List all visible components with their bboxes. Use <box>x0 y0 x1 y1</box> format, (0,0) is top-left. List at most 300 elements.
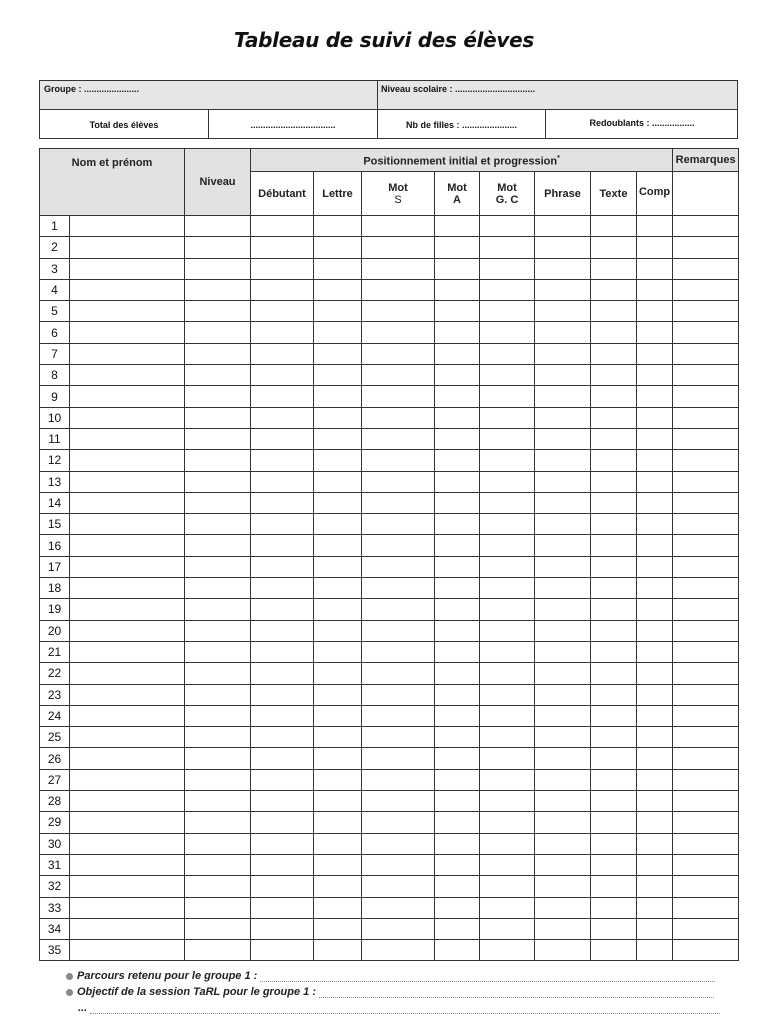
table-cell[interactable] <box>185 684 251 705</box>
table-cell[interactable] <box>185 535 251 556</box>
table-cell[interactable] <box>362 897 435 918</box>
table-cell[interactable] <box>591 407 637 428</box>
table-cell[interactable] <box>673 876 739 897</box>
table-cell[interactable] <box>535 940 591 961</box>
table-cell[interactable] <box>185 812 251 833</box>
table-cell[interactable] <box>673 471 739 492</box>
table-cell[interactable] <box>314 556 362 577</box>
table-cell[interactable] <box>480 450 535 471</box>
table-cell[interactable] <box>251 322 314 343</box>
table-cell[interactable] <box>362 620 435 641</box>
table-cell[interactable] <box>673 237 739 258</box>
table-cell[interactable] <box>314 812 362 833</box>
table-cell[interactable] <box>673 407 739 428</box>
table-cell[interactable] <box>251 343 314 364</box>
table-cell[interactable] <box>362 301 435 322</box>
table-cell[interactable] <box>251 407 314 428</box>
table-cell[interactable] <box>591 876 637 897</box>
table-cell[interactable] <box>251 684 314 705</box>
table-cell[interactable] <box>480 322 535 343</box>
table-cell[interactable] <box>251 471 314 492</box>
table-cell[interactable] <box>535 812 591 833</box>
redoublants-field[interactable]: Redoublants : ................. <box>589 118 695 128</box>
table-cell[interactable] <box>435 876 480 897</box>
table-cell[interactable] <box>70 279 185 300</box>
table-cell[interactable] <box>673 386 739 407</box>
table-cell[interactable] <box>314 897 362 918</box>
table-cell[interactable] <box>185 365 251 386</box>
table-cell[interactable] <box>314 620 362 641</box>
table-cell[interactable] <box>673 450 739 471</box>
table-cell[interactable] <box>435 279 480 300</box>
continuation-blank[interactable] <box>90 1005 720 1014</box>
table-cell[interactable] <box>362 918 435 939</box>
table-cell[interactable] <box>362 812 435 833</box>
table-cell[interactable] <box>435 258 480 279</box>
table-cell[interactable] <box>535 769 591 790</box>
table-cell[interactable] <box>435 343 480 364</box>
table-cell[interactable] <box>480 620 535 641</box>
table-cell[interactable] <box>362 471 435 492</box>
table-cell[interactable] <box>435 620 480 641</box>
table-cell[interactable] <box>480 940 535 961</box>
table-cell[interactable] <box>535 918 591 939</box>
table-cell[interactable] <box>480 343 535 364</box>
table-cell[interactable] <box>637 471 673 492</box>
table-cell[interactable] <box>251 641 314 662</box>
table-cell[interactable] <box>314 578 362 599</box>
table-cell[interactable] <box>435 514 480 535</box>
table-cell[interactable] <box>673 833 739 854</box>
table-cell[interactable] <box>435 854 480 875</box>
table-cell[interactable] <box>362 940 435 961</box>
table-cell[interactable] <box>314 428 362 449</box>
table-cell[interactable] <box>673 727 739 748</box>
table-cell[interactable] <box>435 301 480 322</box>
table-cell[interactable] <box>251 599 314 620</box>
table-cell[interactable] <box>70 471 185 492</box>
table-cell[interactable] <box>314 727 362 748</box>
table-cell[interactable] <box>314 258 362 279</box>
table-cell[interactable] <box>480 727 535 748</box>
table-cell[interactable] <box>535 748 591 769</box>
table-cell[interactable] <box>70 365 185 386</box>
table-cell[interactable] <box>637 386 673 407</box>
table-cell[interactable] <box>314 684 362 705</box>
table-cell[interactable] <box>362 216 435 237</box>
table-cell[interactable] <box>637 684 673 705</box>
table-cell[interactable] <box>591 812 637 833</box>
objectif-blank[interactable] <box>319 989 714 998</box>
table-cell[interactable] <box>480 535 535 556</box>
table-cell[interactable] <box>435 407 480 428</box>
table-cell[interactable] <box>591 918 637 939</box>
table-cell[interactable] <box>185 578 251 599</box>
table-cell[interactable] <box>480 918 535 939</box>
table-cell[interactable] <box>480 279 535 300</box>
table-cell[interactable] <box>591 854 637 875</box>
table-cell[interactable] <box>637 748 673 769</box>
table-cell[interactable] <box>637 727 673 748</box>
groupe-field[interactable]: Groupe : ...................... <box>44 84 140 94</box>
table-cell[interactable] <box>535 641 591 662</box>
table-cell[interactable] <box>591 684 637 705</box>
table-cell[interactable] <box>70 514 185 535</box>
table-cell[interactable] <box>70 556 185 577</box>
table-cell[interactable] <box>185 940 251 961</box>
table-cell[interactable] <box>362 854 435 875</box>
table-cell[interactable] <box>362 578 435 599</box>
table-cell[interactable] <box>435 492 480 513</box>
table-cell[interactable] <box>637 812 673 833</box>
table-cell[interactable] <box>535 705 591 726</box>
table-cell[interactable] <box>185 705 251 726</box>
table-cell[interactable] <box>70 897 185 918</box>
table-cell[interactable] <box>480 216 535 237</box>
table-cell[interactable] <box>673 769 739 790</box>
table-cell[interactable] <box>637 492 673 513</box>
table-cell[interactable] <box>185 620 251 641</box>
table-cell[interactable] <box>362 450 435 471</box>
table-cell[interactable] <box>251 940 314 961</box>
table-cell[interactable] <box>70 492 185 513</box>
table-cell[interactable] <box>535 279 591 300</box>
table-cell[interactable] <box>673 705 739 726</box>
table-cell[interactable] <box>673 918 739 939</box>
table-cell[interactable] <box>591 216 637 237</box>
table-cell[interactable] <box>251 365 314 386</box>
table-cell[interactable] <box>251 748 314 769</box>
table-cell[interactable] <box>70 769 185 790</box>
table-cell[interactable] <box>435 578 480 599</box>
table-cell[interactable] <box>535 897 591 918</box>
table-cell[interactable] <box>637 833 673 854</box>
parcours-blank[interactable] <box>260 973 715 982</box>
table-cell[interactable] <box>70 620 185 641</box>
table-cell[interactable] <box>70 833 185 854</box>
table-cell[interactable] <box>70 407 185 428</box>
table-cell[interactable] <box>435 940 480 961</box>
table-cell[interactable] <box>185 322 251 343</box>
table-cell[interactable] <box>70 705 185 726</box>
table-cell[interactable] <box>70 599 185 620</box>
table-cell[interactable] <box>314 876 362 897</box>
table-cell[interactable] <box>70 812 185 833</box>
table-cell[interactable] <box>70 940 185 961</box>
table-cell[interactable] <box>591 237 637 258</box>
table-cell[interactable] <box>535 450 591 471</box>
table-cell[interactable] <box>435 386 480 407</box>
table-cell[interactable] <box>673 791 739 812</box>
table-cell[interactable] <box>535 620 591 641</box>
table-cell[interactable] <box>70 301 185 322</box>
table-cell[interactable] <box>70 727 185 748</box>
table-cell[interactable] <box>535 727 591 748</box>
table-cell[interactable] <box>70 748 185 769</box>
table-cell[interactable] <box>435 365 480 386</box>
table-cell[interactable] <box>251 854 314 875</box>
table-cell[interactable] <box>362 535 435 556</box>
table-cell[interactable] <box>435 237 480 258</box>
table-cell[interactable] <box>251 705 314 726</box>
table-cell[interactable] <box>362 279 435 300</box>
table-cell[interactable] <box>185 556 251 577</box>
table-cell[interactable] <box>185 663 251 684</box>
table-cell[interactable] <box>591 663 637 684</box>
table-cell[interactable] <box>435 216 480 237</box>
table-cell[interactable] <box>185 492 251 513</box>
table-cell[interactable] <box>435 684 480 705</box>
table-cell[interactable] <box>185 897 251 918</box>
table-cell[interactable] <box>637 769 673 790</box>
table-cell[interactable] <box>70 450 185 471</box>
table-cell[interactable] <box>480 428 535 449</box>
table-cell[interactable] <box>362 343 435 364</box>
table-cell[interactable] <box>435 471 480 492</box>
table-cell[interactable] <box>251 216 314 237</box>
table-cell[interactable] <box>535 492 591 513</box>
table-cell[interactable] <box>185 641 251 662</box>
table-cell[interactable] <box>251 812 314 833</box>
table-cell[interactable] <box>314 833 362 854</box>
table-cell[interactable] <box>314 535 362 556</box>
table-cell[interactable] <box>673 428 739 449</box>
table-cell[interactable] <box>70 322 185 343</box>
table-cell[interactable] <box>314 918 362 939</box>
table-cell[interactable] <box>673 897 739 918</box>
table-cell[interactable] <box>535 471 591 492</box>
table-cell[interactable] <box>591 833 637 854</box>
table-cell[interactable] <box>637 258 673 279</box>
table-cell[interactable] <box>673 940 739 961</box>
table-cell[interactable] <box>251 514 314 535</box>
table-cell[interactable] <box>362 556 435 577</box>
table-cell[interactable] <box>251 386 314 407</box>
table-cell[interactable] <box>480 748 535 769</box>
table-cell[interactable] <box>535 535 591 556</box>
table-cell[interactable] <box>251 620 314 641</box>
table-cell[interactable] <box>435 599 480 620</box>
table-cell[interactable] <box>480 641 535 662</box>
table-cell[interactable] <box>435 769 480 790</box>
table-cell[interactable] <box>673 216 739 237</box>
table-cell[interactable] <box>251 876 314 897</box>
table-cell[interactable] <box>591 940 637 961</box>
table-cell[interactable] <box>673 578 739 599</box>
table-cell[interactable] <box>637 216 673 237</box>
table-cell[interactable] <box>480 301 535 322</box>
table-cell[interactable] <box>435 812 480 833</box>
table-cell[interactable] <box>185 237 251 258</box>
table-cell[interactable] <box>251 237 314 258</box>
table-cell[interactable] <box>185 450 251 471</box>
table-cell[interactable] <box>70 386 185 407</box>
table-cell[interactable] <box>362 428 435 449</box>
table-cell[interactable] <box>480 854 535 875</box>
table-cell[interactable] <box>591 620 637 641</box>
table-cell[interactable] <box>591 578 637 599</box>
table-cell[interactable] <box>673 258 739 279</box>
table-cell[interactable] <box>673 514 739 535</box>
table-cell[interactable] <box>362 237 435 258</box>
table-cell[interactable] <box>314 365 362 386</box>
table-cell[interactable] <box>480 705 535 726</box>
table-cell[interactable] <box>637 663 673 684</box>
table-cell[interactable] <box>480 407 535 428</box>
table-cell[interactable] <box>480 237 535 258</box>
table-cell[interactable] <box>314 663 362 684</box>
table-cell[interactable] <box>435 833 480 854</box>
table-cell[interactable] <box>673 343 739 364</box>
table-cell[interactable] <box>251 258 314 279</box>
table-cell[interactable] <box>637 514 673 535</box>
table-cell[interactable] <box>435 641 480 662</box>
table-cell[interactable] <box>70 641 185 662</box>
table-cell[interactable] <box>591 386 637 407</box>
table-cell[interactable] <box>591 769 637 790</box>
table-cell[interactable] <box>591 748 637 769</box>
table-cell[interactable] <box>480 684 535 705</box>
table-cell[interactable] <box>70 791 185 812</box>
table-cell[interactable] <box>362 407 435 428</box>
table-cell[interactable] <box>314 237 362 258</box>
table-cell[interactable] <box>185 599 251 620</box>
table-cell[interactable] <box>185 514 251 535</box>
table-cell[interactable] <box>362 769 435 790</box>
table-cell[interactable] <box>314 279 362 300</box>
table-cell[interactable] <box>535 343 591 364</box>
table-cell[interactable] <box>673 301 739 322</box>
table-cell[interactable] <box>435 705 480 726</box>
table-cell[interactable] <box>362 386 435 407</box>
table-cell[interactable] <box>314 940 362 961</box>
table-cell[interactable] <box>535 556 591 577</box>
table-cell[interactable] <box>591 556 637 577</box>
table-cell[interactable] <box>480 386 535 407</box>
table-cell[interactable] <box>637 918 673 939</box>
table-cell[interactable] <box>251 535 314 556</box>
table-cell[interactable] <box>435 918 480 939</box>
table-cell[interactable] <box>251 769 314 790</box>
table-cell[interactable] <box>673 322 739 343</box>
table-cell[interactable] <box>70 428 185 449</box>
table-cell[interactable] <box>637 237 673 258</box>
table-cell[interactable] <box>185 471 251 492</box>
table-cell[interactable] <box>251 556 314 577</box>
table-cell[interactable] <box>70 578 185 599</box>
table-cell[interactable] <box>591 492 637 513</box>
table-cell[interactable] <box>314 343 362 364</box>
table-cell[interactable] <box>70 343 185 364</box>
table-cell[interactable] <box>70 918 185 939</box>
table-cell[interactable] <box>535 578 591 599</box>
table-cell[interactable] <box>314 769 362 790</box>
table-cell[interactable] <box>637 301 673 322</box>
table-cell[interactable] <box>637 322 673 343</box>
table-cell[interactable] <box>535 833 591 854</box>
table-cell[interactable] <box>480 663 535 684</box>
table-cell[interactable] <box>591 322 637 343</box>
table-cell[interactable] <box>70 237 185 258</box>
table-cell[interactable] <box>480 258 535 279</box>
table-cell[interactable] <box>314 450 362 471</box>
table-cell[interactable] <box>362 322 435 343</box>
table-cell[interactable] <box>673 641 739 662</box>
table-cell[interactable] <box>480 556 535 577</box>
table-cell[interactable] <box>591 428 637 449</box>
table-cell[interactable] <box>480 471 535 492</box>
table-cell[interactable] <box>251 727 314 748</box>
table-cell[interactable] <box>70 216 185 237</box>
nb-filles-field[interactable]: Nb de filles : ...................... <box>405 120 518 130</box>
table-cell[interactable] <box>362 492 435 513</box>
table-cell[interactable] <box>535 407 591 428</box>
table-cell[interactable] <box>591 641 637 662</box>
table-cell[interactable] <box>314 386 362 407</box>
table-cell[interactable] <box>251 791 314 812</box>
table-cell[interactable] <box>185 428 251 449</box>
table-cell[interactable] <box>185 833 251 854</box>
table-cell[interactable] <box>362 727 435 748</box>
table-cell[interactable] <box>673 663 739 684</box>
table-cell[interactable] <box>637 428 673 449</box>
table-cell[interactable] <box>637 791 673 812</box>
table-cell[interactable] <box>435 556 480 577</box>
table-cell[interactable] <box>535 876 591 897</box>
table-cell[interactable] <box>435 748 480 769</box>
table-cell[interactable] <box>362 663 435 684</box>
table-cell[interactable] <box>673 854 739 875</box>
table-cell[interactable] <box>251 833 314 854</box>
table-cell[interactable] <box>535 386 591 407</box>
table-cell[interactable] <box>362 876 435 897</box>
table-cell[interactable] <box>70 663 185 684</box>
table-cell[interactable] <box>480 876 535 897</box>
table-cell[interactable] <box>251 428 314 449</box>
table-cell[interactable] <box>185 748 251 769</box>
table-cell[interactable] <box>535 663 591 684</box>
table-cell[interactable] <box>480 365 535 386</box>
table-cell[interactable] <box>185 876 251 897</box>
table-cell[interactable] <box>535 365 591 386</box>
table-cell[interactable] <box>251 492 314 513</box>
table-cell[interactable] <box>480 769 535 790</box>
table-cell[interactable] <box>673 684 739 705</box>
table-cell[interactable] <box>535 237 591 258</box>
table-cell[interactable] <box>591 471 637 492</box>
table-cell[interactable] <box>535 428 591 449</box>
table-cell[interactable] <box>591 258 637 279</box>
table-cell[interactable] <box>480 599 535 620</box>
table-cell[interactable] <box>673 748 739 769</box>
table-cell[interactable] <box>435 727 480 748</box>
table-cell[interactable] <box>637 705 673 726</box>
table-cell[interactable] <box>435 535 480 556</box>
table-cell[interactable] <box>480 812 535 833</box>
table-cell[interactable] <box>591 301 637 322</box>
table-cell[interactable] <box>362 641 435 662</box>
table-cell[interactable] <box>591 514 637 535</box>
table-cell[interactable] <box>185 301 251 322</box>
table-cell[interactable] <box>591 599 637 620</box>
table-cell[interactable] <box>435 897 480 918</box>
table-cell[interactable] <box>185 386 251 407</box>
table-cell[interactable] <box>70 258 185 279</box>
table-cell[interactable] <box>637 599 673 620</box>
table-cell[interactable] <box>591 727 637 748</box>
table-cell[interactable] <box>480 791 535 812</box>
table-cell[interactable] <box>70 535 185 556</box>
